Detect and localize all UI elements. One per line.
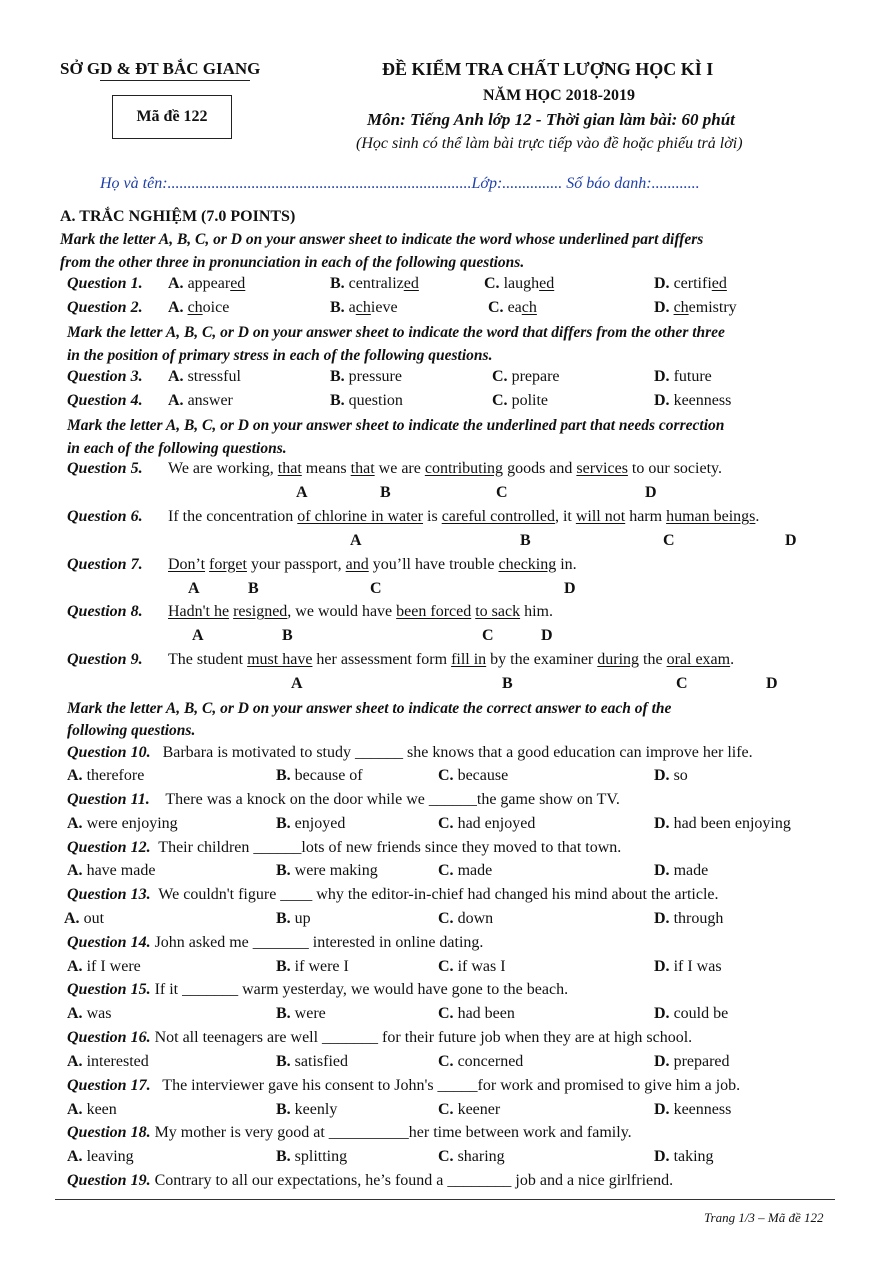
question-7-marker-a[interactable]: A bbox=[188, 580, 200, 597]
question-3-label: Question 3. bbox=[67, 368, 143, 385]
question-9-marker-d[interactable]: D bbox=[766, 675, 778, 692]
question-4-option-a[interactable]: A. answer bbox=[168, 392, 233, 409]
question-8-marker-d[interactable]: D bbox=[541, 627, 553, 644]
question-19: Question 19. Contrary to all our expectations, he’s found a ________ job and a nice girlfriend. bbox=[67, 1172, 674, 1189]
question-18-option-a[interactable]: A. leaving bbox=[67, 1148, 134, 1165]
question-6-marker-c[interactable]: C bbox=[663, 532, 675, 549]
question-18-option-d[interactable]: D. taking bbox=[654, 1148, 714, 1165]
instruction-1-line-2: from the other three in pronunciation in each of the following questions. bbox=[60, 254, 525, 271]
question-16-option-a[interactable]: A. interested bbox=[67, 1053, 149, 1070]
question-10-option-b[interactable]: B. because of bbox=[276, 767, 363, 784]
question-8-marker-a[interactable]: A bbox=[192, 627, 204, 644]
question-4-option-c[interactable]: C. polite bbox=[492, 392, 548, 409]
instruction-4-line-1: Mark the letter A, B, C, or D on your answer sheet to indicate the correct answer to each of the bbox=[67, 700, 672, 717]
question-16-option-d[interactable]: D. prepared bbox=[654, 1053, 730, 1070]
question-1-option-b[interactable]: B. centralized bbox=[330, 275, 419, 292]
student-info-line bbox=[100, 175, 700, 193]
question-9-marker-a[interactable]: A bbox=[291, 675, 303, 692]
question-15-option-c[interactable]: C. had been bbox=[438, 1005, 515, 1022]
question-11-option-b[interactable]: B. enjoyed bbox=[276, 815, 346, 832]
question-10-option-d[interactable]: D. so bbox=[654, 767, 688, 784]
exam-title: ĐỀ KIỂM TRA CHẤT LƯỢNG HỌC KÌ I bbox=[382, 59, 714, 79]
question-3-option-c[interactable]: C. prepare bbox=[492, 368, 560, 385]
question-4-option-d[interactable]: D. keenness bbox=[654, 392, 732, 409]
question-8-sentence: Hadn't he resigned, we would have been forced to sack him. bbox=[168, 603, 553, 620]
question-15-option-b[interactable]: B. were bbox=[276, 1005, 326, 1022]
question-16-stem: Not all teenagers are well _______ for their future job when they are at high school. bbox=[154, 1029, 693, 1046]
question-4-label: Question 4. bbox=[67, 392, 143, 409]
question-18-option-c[interactable]: C. sharing bbox=[438, 1148, 505, 1165]
question-16-option-c[interactable]: C. concerned bbox=[438, 1053, 524, 1070]
question-12-option-a[interactable]: A. have made bbox=[67, 862, 156, 879]
question-14-option-d[interactable]: D. if I was bbox=[654, 958, 722, 975]
question-5-marker-b[interactable]: B bbox=[380, 484, 391, 501]
name-label: Họ và tên: bbox=[100, 175, 168, 192]
question-7-marker-c[interactable]: C bbox=[370, 580, 382, 597]
question-17-stem: The interviewer gave his consent to John's _____for work and promised to give him a job. bbox=[162, 1077, 741, 1094]
question-2-option-c[interactable]: C. each bbox=[488, 299, 537, 316]
question-12-option-c[interactable]: C. made bbox=[438, 862, 493, 879]
question-5-marker-d[interactable]: D bbox=[645, 484, 657, 501]
question-15-option-d[interactable]: D. could be bbox=[654, 1005, 729, 1022]
question-9-label: Question 9. bbox=[67, 651, 143, 668]
question-13-option-d[interactable]: D. through bbox=[654, 910, 724, 927]
department-underline bbox=[100, 80, 250, 81]
question-9-sentence: The student must have her assessment form fill in by the examiner during the oral exam. bbox=[168, 651, 735, 668]
question-7-sentence: Don’t forget your passport, and you’ll have trouble checking in. bbox=[168, 556, 577, 573]
question-6-marker-a[interactable]: A bbox=[350, 532, 362, 549]
question-11: Question 11. There was a knock on the door while we ______the game show on TV. bbox=[67, 791, 620, 808]
question-7-marker-d[interactable]: D bbox=[564, 580, 576, 597]
question-5-marker-a[interactable]: A bbox=[296, 484, 308, 501]
question-9-marker-c[interactable]: C bbox=[676, 675, 688, 692]
question-2-label: Question 2. bbox=[67, 299, 143, 316]
question-17-option-c[interactable]: C. keener bbox=[438, 1101, 501, 1118]
question-10-option-a[interactable]: A. therefore bbox=[67, 767, 145, 784]
question-8-marker-b[interactable]: B bbox=[282, 627, 293, 644]
question-11-option-a[interactable]: A. were enjoying bbox=[67, 815, 178, 832]
question-13-stem: We couldn't figure ____ why the editor-in-chief had changed his mind about the article. bbox=[158, 886, 719, 903]
question-6-marker-d[interactable]: D bbox=[785, 532, 797, 549]
question-17-option-a[interactable]: A. keen bbox=[67, 1101, 117, 1118]
question-13-option-c[interactable]: C. down bbox=[438, 910, 494, 927]
question-17-option-b[interactable]: B. keenly bbox=[276, 1101, 338, 1118]
question-1-option-c[interactable]: C. laughed bbox=[484, 275, 555, 292]
class-blank[interactable]: ............... bbox=[502, 175, 563, 192]
question-14-option-a[interactable]: A. if I were bbox=[67, 958, 141, 975]
question-6-sentence: If the concentration of chlorine in water is careful controlled, it will not harm human beings. bbox=[168, 508, 760, 525]
subject-line: Môn: Tiếng Anh lớp 12 - Thời gian làm bài: 60 phút bbox=[367, 110, 735, 129]
question-3-option-d[interactable]: D. future bbox=[654, 368, 712, 385]
class-label: Lớp: bbox=[471, 175, 503, 192]
question-1-label: Question 1. bbox=[67, 275, 143, 292]
question-14-option-b[interactable]: B. if were I bbox=[276, 958, 349, 975]
question-6-marker-b[interactable]: B bbox=[520, 532, 531, 549]
department-name: SỞ GD & ĐT BẮC GIANG bbox=[60, 59, 261, 78]
question-12-stem: Their children ______lots of new friends since they moved to that town. bbox=[158, 839, 622, 856]
question-13-option-a[interactable]: A. out bbox=[64, 910, 105, 927]
question-9-marker-b[interactable]: B bbox=[502, 675, 513, 692]
question-14-option-c[interactable]: C. if was I bbox=[438, 958, 506, 975]
candidate-id-label: Số báo danh: bbox=[566, 175, 652, 192]
question-1-option-a[interactable]: A. appeared bbox=[168, 275, 246, 292]
question-5-label: Question 5. bbox=[67, 460, 143, 477]
question-17-option-d[interactable]: D. keenness bbox=[654, 1101, 732, 1118]
question-11-option-d[interactable]: D. had been enjoying bbox=[654, 815, 791, 832]
question-10: Question 10. Barbara is motivated to study ______ she knows that a good education can improve her life. bbox=[67, 744, 753, 761]
question-12-option-b[interactable]: B. were making bbox=[276, 862, 378, 879]
question-11-stem: There was a knock on the door while we ______the game show on TV. bbox=[165, 791, 620, 808]
instruction-3-line-2: in each of the following questions. bbox=[67, 440, 287, 457]
question-10-stem: Barbara is motivated to study ______ she knows that a good education can improve her life. bbox=[162, 744, 753, 761]
question-8-marker-c[interactable]: C bbox=[482, 627, 494, 644]
instruction-1-line-1: Mark the letter A, B, C, or D on your answer sheet to indicate the word whose underlined part differs bbox=[60, 231, 704, 248]
name-blank[interactable]: ............................................................................ bbox=[167, 175, 472, 192]
question-15-option-a[interactable]: A. was bbox=[67, 1005, 112, 1022]
exam-note: (Học sinh có thể làm bài trực tiếp vào đề hoặc phiếu trả lời) bbox=[356, 135, 743, 152]
question-5-sentence: We are working, that means that we are contributing goods and services to our society. bbox=[168, 460, 722, 477]
candidate-id-blank[interactable]: ............ bbox=[651, 175, 700, 192]
question-3-option-a[interactable]: A. stressful bbox=[168, 368, 241, 385]
question-15-stem: If it _______ warm yesterday, we would have gone to the beach. bbox=[154, 981, 569, 998]
question-15: Question 15. If it _______ warm yesterday, we would have gone to the beach. bbox=[67, 981, 569, 998]
question-5-marker-c[interactable]: C bbox=[496, 484, 508, 501]
question-4-option-b[interactable]: B. question bbox=[330, 392, 403, 409]
question-1-option-d[interactable]: D. certified bbox=[654, 275, 727, 292]
question-11-option-c[interactable]: C. had enjoyed bbox=[438, 815, 536, 832]
question-13-option-b[interactable]: B. up bbox=[276, 910, 311, 927]
question-19-stem: Contrary to all our expectations, he’s found a ________ job and a nice girlfriend. bbox=[154, 1172, 674, 1189]
page-footer: Trang 1/3 – Mã đề 122 bbox=[704, 1210, 824, 1225]
question-10-option-c[interactable]: C. because bbox=[438, 767, 509, 784]
question-14: Question 14. John asked me _______ interested in online dating. bbox=[67, 934, 484, 951]
question-7-marker-b[interactable]: B bbox=[248, 580, 259, 597]
question-2-option-b[interactable]: B. achieve bbox=[330, 299, 398, 316]
question-18-option-b[interactable]: B. splitting bbox=[276, 1148, 348, 1165]
question-16-option-b[interactable]: B. satisfied bbox=[276, 1053, 348, 1070]
question-14-stem: John asked me _______ interested in online dating. bbox=[154, 934, 484, 951]
school-year: NĂM HỌC 2018-2019 bbox=[483, 87, 635, 104]
question-3-option-b[interactable]: B. pressure bbox=[330, 368, 402, 385]
question-8-label: Question 8. bbox=[67, 603, 143, 620]
question-12-option-d[interactable]: D. made bbox=[654, 862, 709, 879]
instruction-2-line-1: Mark the letter A, B, C, or D on your answer sheet to indicate the word that differs from the other three bbox=[67, 324, 725, 341]
footer-rule bbox=[55, 1199, 835, 1200]
question-17: Question 17. The interviewer gave his consent to John's _____for work and promised to give him a job. bbox=[67, 1077, 741, 1094]
instruction-2-line-2: in the position of primary stress in each of the following questions. bbox=[67, 347, 493, 364]
question-12: Question 12. Their children ______lots of new friends since they moved to that town. bbox=[67, 839, 622, 856]
question-7-label: Question 7. bbox=[67, 556, 143, 573]
question-18-stem: My mother is very good at __________her time between work and family. bbox=[154, 1124, 632, 1141]
question-18: Question 18. My mother is very good at __________her time between work and family. bbox=[67, 1124, 632, 1141]
exam-code-box: Mã đề 122 bbox=[112, 95, 232, 139]
question-6-label: Question 6. bbox=[67, 508, 143, 525]
question-2-option-a[interactable]: A. choice bbox=[168, 299, 230, 316]
question-16: Question 16. Not all teenagers are well _______ for their future job when they are at high school. bbox=[67, 1029, 693, 1046]
instruction-4-line-2: following questions. bbox=[67, 722, 196, 739]
question-13: Question 13. We couldn't figure ____ why the editor-in-chief had changed his mind about the article. bbox=[67, 886, 719, 903]
question-2-option-d[interactable]: D. chemistry bbox=[654, 299, 737, 316]
instruction-3-line-1: Mark the letter A, B, C, or D on your answer sheet to indicate the underlined part that needs correction bbox=[67, 417, 725, 434]
section-a-title: A. TRẮC NGHIỆM (7.0 POINTS) bbox=[60, 208, 296, 225]
